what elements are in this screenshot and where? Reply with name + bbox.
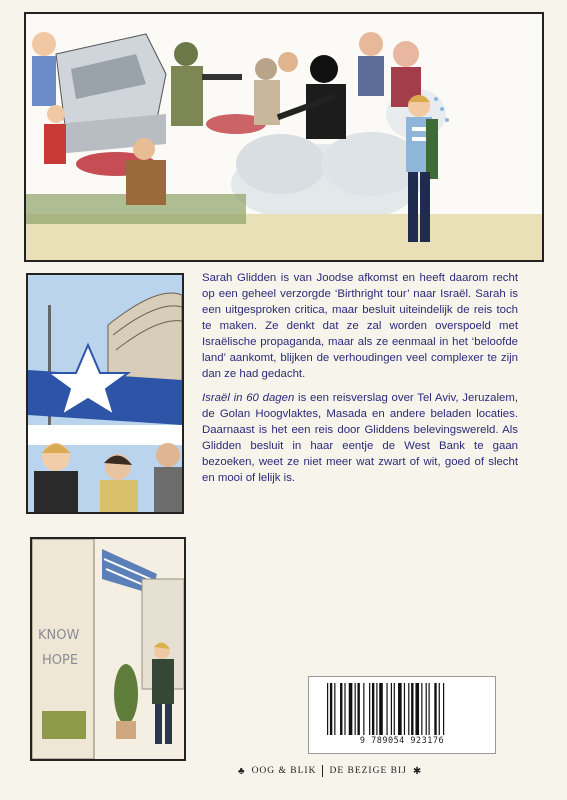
barcode-bars: [325, 683, 481, 735]
barcode-bar: [349, 683, 353, 735]
blurb-paragraph-2: [202, 390, 518, 486]
barcode-bar: [411, 683, 413, 735]
illustration-street-graffiti: [32, 539, 184, 759]
barcode-bar: [394, 683, 395, 735]
barcode-bar: [340, 683, 342, 735]
barcode-bar: [369, 683, 370, 735]
barcode-bar: [327, 683, 328, 735]
publisher-1: OOG & BLIK: [251, 766, 317, 776]
crow-logo-icon: ♣: [238, 765, 246, 777]
barcode-bar: [334, 683, 335, 735]
barcode: [308, 676, 496, 754]
barcode-bar: [344, 683, 345, 735]
comic-panel-top: [24, 12, 544, 262]
illustration-stadium-crowd: [28, 275, 182, 512]
book-title: Israël in 60 dagen: [202, 392, 295, 404]
barcode-bar: [439, 683, 440, 735]
barcode-bar: [421, 683, 422, 735]
back-cover-blurb: [202, 270, 518, 494]
barcode-bar: [434, 683, 436, 735]
barcode-bar: [357, 683, 359, 735]
barcode-bar: [376, 683, 377, 735]
barcode-bar: [391, 683, 392, 735]
barcode-bar: [415, 683, 419, 735]
barcode-bar: [386, 683, 387, 735]
publisher-line: [238, 763, 538, 779]
svg-text:KNOW: KNOW: [38, 628, 80, 643]
comic-panel-bottom: [30, 537, 186, 761]
barcode-bar: [355, 683, 356, 735]
blurb-paragraph-1: Sarah Glidden is van Joodse afkomst en heeft daarom recht op een geheel verzorgde ‘Birthright tour’ naar Israël. Sarah is een uitgesproken critica, maar besluit uiteindelijk de reis toch te maken. Ze denkt dat ze zal worden overspoeld met Israëlische propaganda, maar als ze eenmaal in het ‘beloofde land’ aankomt, blijken de verhoudingen veel complexer te zijn dan ze had gedacht.: [202, 272, 518, 380]
barcode-bar: [408, 683, 409, 735]
illustration-memories: [26, 14, 542, 260]
barcode-bar: [404, 683, 405, 735]
blurb-paragraph-2-text: is een reisverslag over Tel Aviv, Jeruzalem, de Golan Hoogvlaktes, Masada en andere beladen locaties. Daarnaast is het een reis door Gliddens belevingswereld. Als Glidden besluit in haar eentje de West Bank te gaan bezoeken, weet ze niet meer wat zwart of wit, goed of slecht en mooi of lelijk is.: [202, 392, 519, 484]
barcode-bar: [330, 683, 332, 735]
barcode-bar: [372, 683, 374, 735]
barcode-bar: [363, 683, 364, 735]
publisher-2: DE BEZIGE BIJ: [329, 766, 407, 776]
svg-text:HOPE: HOPE: [42, 653, 79, 668]
comic-panel-middle: [26, 273, 184, 514]
bee-logo-icon: ✱: [412, 765, 423, 777]
isbn-number: 9 789054 923176: [359, 736, 445, 746]
barcode-bar: [379, 683, 383, 735]
barcode-bar: [443, 683, 444, 735]
barcode-bar: [426, 683, 427, 735]
barcode-bar: [398, 683, 402, 735]
barcode-bar: [429, 683, 430, 735]
publisher-divider: [322, 765, 323, 777]
